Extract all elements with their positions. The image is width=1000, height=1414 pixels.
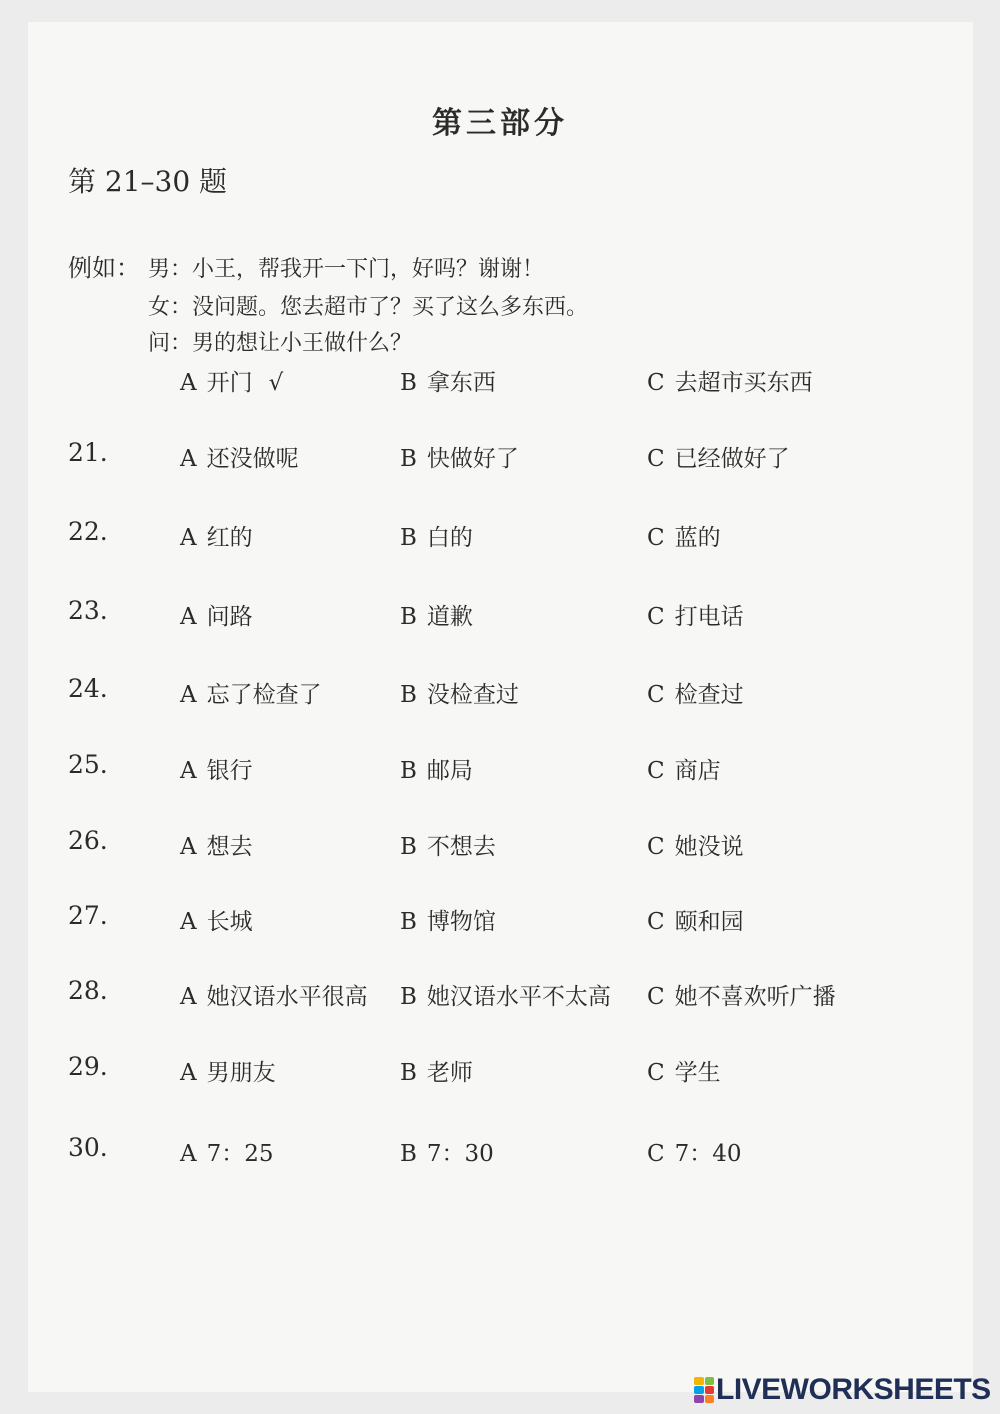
section-title: 第三部分 <box>432 106 568 141</box>
question-number: 23. <box>68 596 108 625</box>
liveworksheets-logo: LIVEWORKSHEETS <box>694 1374 991 1406</box>
option-a: A 问路 <box>180 604 253 630</box>
option-a: A 长城 <box>180 909 253 935</box>
option-c: C 学生 <box>647 1060 721 1086</box>
question-number: 26. <box>68 826 108 855</box>
example-label: 例如： <box>68 254 140 282</box>
liveworksheets-logo-icon <box>694 1377 714 1403</box>
question-number: 22. <box>68 517 108 546</box>
option-b: B 不想去 <box>400 834 496 860</box>
option-c: C 她没说 <box>647 834 744 860</box>
option-b: B 道歉 <box>400 604 473 630</box>
option-a: A 7：25 <box>180 1141 274 1167</box>
question-number: 29. <box>68 1052 108 1081</box>
example-option-b: B 拿东西 <box>400 370 496 396</box>
option-a: A 红的 <box>180 525 253 551</box>
logo-square <box>694 1395 704 1403</box>
option-a: A 还没做呢 <box>180 446 299 472</box>
option-a: A 想去 <box>180 834 253 860</box>
option-c: C 打电话 <box>647 604 744 630</box>
example-line-woman: 女：没问题。您去超市了？买了这么多东西。 <box>148 295 589 320</box>
question-number: 27. <box>68 901 108 930</box>
logo-square <box>694 1386 704 1394</box>
example-line-man: 男：小王，帮我开一下门，好吗？谢谢！ <box>148 257 545 282</box>
option-a: A 银行 <box>180 758 253 784</box>
question-number: 24. <box>68 674 108 703</box>
option-b: B 老师 <box>400 1060 473 1086</box>
example-option-c: C 去超市买东西 <box>647 370 813 396</box>
question-number: 30. <box>68 1133 108 1162</box>
option-c: C 商店 <box>647 758 721 784</box>
question-number: 21. <box>68 438 108 467</box>
logo-square <box>705 1395 715 1403</box>
option-a: A 她汉语水平很高 <box>180 984 368 1010</box>
option-b: B 她汉语水平不太高 <box>400 984 611 1010</box>
logo-square <box>694 1377 704 1385</box>
checkmark-icon: √ <box>268 370 284 396</box>
option-c: C 颐和园 <box>647 909 744 935</box>
option-c: C 检查过 <box>647 682 744 708</box>
logo-square <box>705 1377 715 1385</box>
example-option-a: A 开门 √ <box>180 370 284 396</box>
option-a: A 忘了检查了 <box>180 682 322 708</box>
option-c: C 她不喜欢听广播 <box>647 984 836 1010</box>
option-b: B 7：30 <box>400 1141 494 1167</box>
logo-square <box>705 1386 715 1394</box>
option-b: B 邮局 <box>400 758 473 784</box>
option-b: B 没检查过 <box>400 682 519 708</box>
option-c: C 蓝的 <box>647 525 721 551</box>
example-line-question: 问：男的想让小王做什么？ <box>148 331 413 356</box>
option-b: B 白的 <box>400 525 473 551</box>
question-number: 28. <box>68 976 108 1005</box>
question-range: 第 21–30 题 <box>68 165 228 198</box>
option-c: C 7：40 <box>647 1141 742 1167</box>
option-b: B 博物馆 <box>400 909 496 935</box>
option-c: C 已经做好了 <box>647 446 790 472</box>
option-a: A 男朋友 <box>180 1060 276 1086</box>
question-number: 25. <box>68 750 108 779</box>
option-b: B 快做好了 <box>400 446 519 472</box>
